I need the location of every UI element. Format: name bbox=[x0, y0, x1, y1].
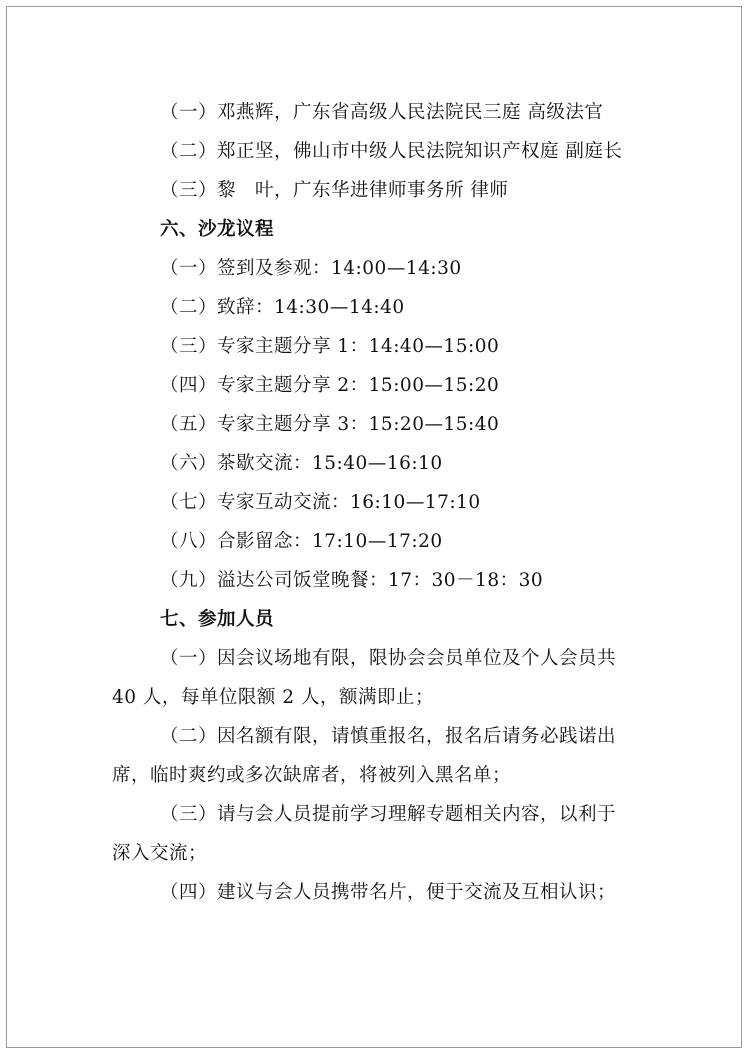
participants-item-2-line-1: （二）因名额有限，请慎重报名，报名后请务必践诺出 bbox=[160, 726, 617, 747]
participants-item-3-line-2: 深入交流； bbox=[112, 843, 208, 864]
agenda-item-4: （四）专家主题分享 2：15:00—15:20 bbox=[160, 375, 500, 396]
participants-item-3-line-1: （三）请与会人员提前学习理解专题相关内容，以利于 bbox=[160, 804, 617, 825]
speaker-item-2: （二）郑正坚，佛山市中级人民法院知识产权庭 副庭长 bbox=[160, 141, 623, 162]
agenda-item-9: （九）溢达公司饭堂晚餐：17：30－18：30 bbox=[160, 570, 544, 591]
participants-heading: 七、参加人员 bbox=[160, 609, 275, 630]
agenda-item-5: （五）专家主题分享 3：15:20—15:40 bbox=[160, 414, 500, 435]
agenda-item-7: （七）专家互动交流：16:10—17:10 bbox=[160, 492, 481, 513]
agenda-item-1: （一）签到及参观：14:00—14:30 bbox=[160, 258, 462, 279]
participants-item-1-line-1: （一）因会议场地有限，限协会会员单位及个人会员共 bbox=[160, 648, 617, 669]
participants-item-1-line-2: 40 人，每单位限额 2 人，额满即止； bbox=[112, 687, 434, 708]
participants-item-4-line-1: （四）建议与会人员携带名片，便于交流及互相认识； bbox=[160, 882, 617, 903]
agenda-item-2: （二）致辞：14:30—14:40 bbox=[160, 297, 405, 318]
speaker-item-1: （一）邓燕辉，广东省高级人民法院民三庭 高级法官 bbox=[160, 102, 604, 123]
agenda-item-3: （三）专家主题分享 1：14:40—15:00 bbox=[160, 336, 500, 357]
agenda-item-6: （六）茶歇交流：15:40—16:10 bbox=[160, 453, 443, 474]
agenda-item-8: （八）合影留念：17:10—17:20 bbox=[160, 531, 443, 552]
agenda-heading: 六、沙龙议程 bbox=[160, 219, 275, 240]
participants-item-2-line-2: 席，临时爽约或多次缺席者，将被列入黑名单； bbox=[112, 765, 512, 786]
speaker-item-3: （三）黎 叶，广东华进律师事务所 律师 bbox=[160, 180, 509, 201]
